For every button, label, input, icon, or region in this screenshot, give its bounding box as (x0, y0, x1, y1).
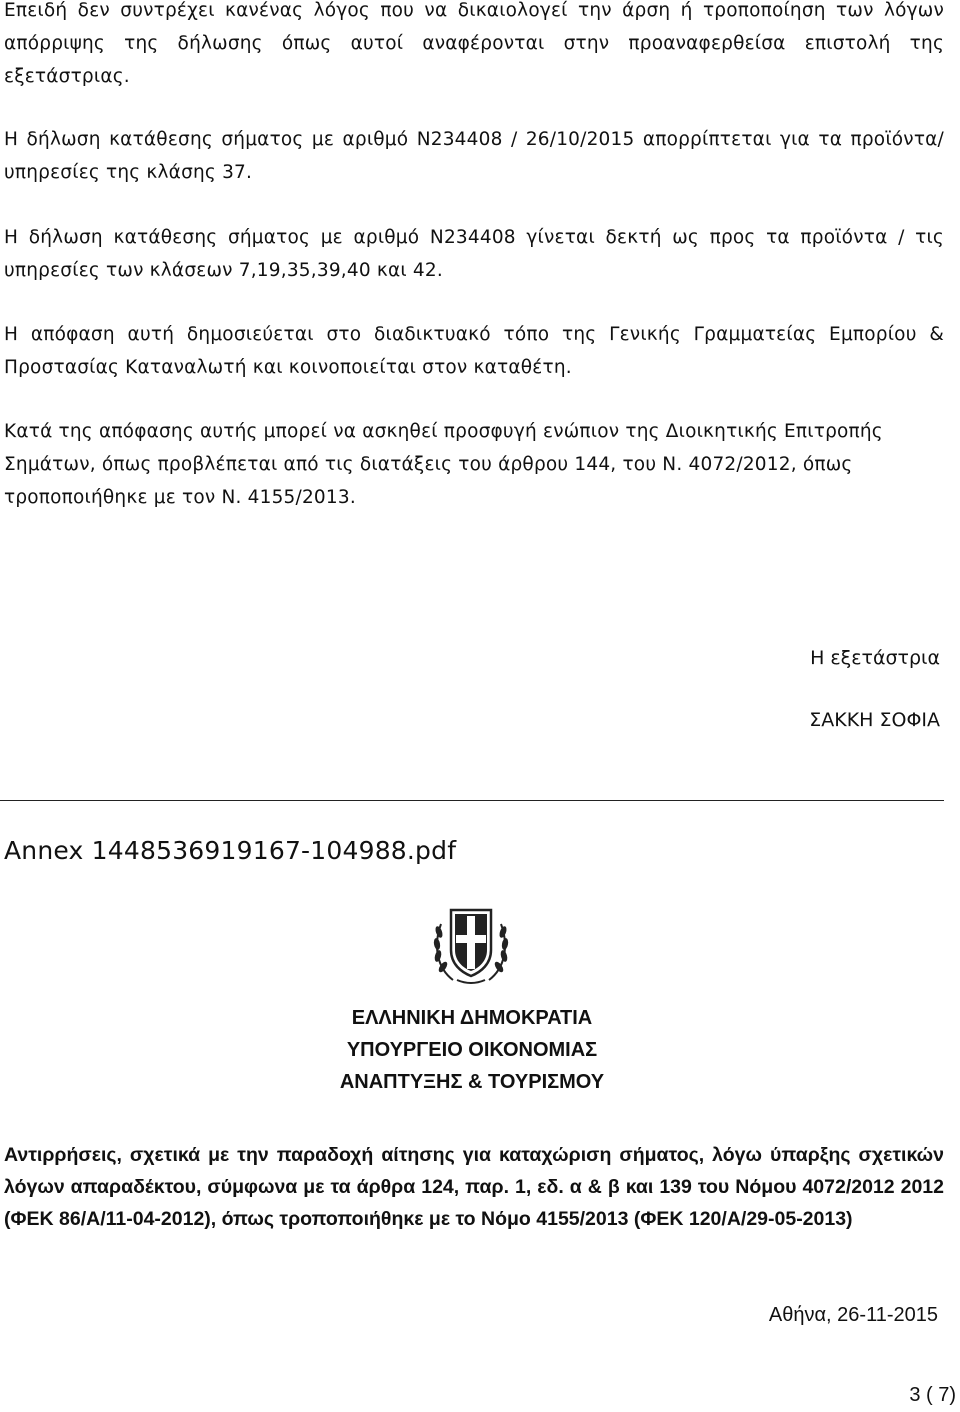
paragraph-rejection-reason: Επειδή δεν συντρέχει κανένας λόγος που να δικαιολογεί την άρση ή τροποποίηση των λόγων απόρριψης της δήλωσης όπως αυτοί αναφέρονται στην προαναφερθείσα επιστολή της εξετάστριας. (4, 0, 944, 87)
section-divider (0, 800, 944, 801)
paragraph-rejected-class: Η δήλωση κατάθεσης σήματος με αριθμό Ν234408 / 26/10/2015 απορρίπτεται για τα προϊόντα/υπηρεσίες της κλάσης 37. (4, 129, 944, 183)
paragraph-accepted-classes: Η δήλωση κατάθεσης σήματος με αριθμό Ν234408 γίνεται δεκτή ως προς τα προϊόντα / τις υπηρεσίες των κλάσεων 7,19,35,39,40 και 42. (4, 227, 944, 281)
header-line-1: ΕΛΛΗΝΙΚΗ ΔΗΜΟΚΡΑΤΙΑ (351, 1007, 593, 1029)
paragraph-publication: Η απόφαση αυτή δημοσιεύεται στο διαδικτυακό τόπο της Γενικής Γραμματείας Εμπορίου & Προστασίας Καταναλωτή και κοινοποιείται στον καταθέτη. (4, 324, 944, 378)
document-date: Αθήνα, 26-11-2015 (768, 1304, 938, 1326)
signature-name: ΣΑΚΚΗ ΣΟΦΙΑ (809, 709, 940, 731)
header-line-2: ΥΠΟΥΡΓΕΙΟ ΟΙΚΟΝΟΜΙΑΣ (346, 1039, 598, 1061)
greek-coat-of-arms-icon (431, 902, 511, 986)
annex-title: Annex 1448536919167-104988.pdf (4, 836, 457, 865)
page-number: 3 ( 7) (909, 1384, 956, 1406)
signature-role: Η εξετάστρια (810, 647, 940, 669)
header-line-3: ΑΝΑΠΤΥΞΗΣ & ΤΟΥΡΙΣΜΟΥ (339, 1071, 605, 1093)
subject-paragraph: Αντιρρήσεις, σχετικά με την παραδοχή αίτησης για καταχώριση σήματος, λόγω ύπαρξης σχετικών λόγων απαραδέκτου, σύμφωνα με τα άρθρα 124, παρ. 1, εδ. α & β και 139 του Νόμου 4072/2012 2012 (ΦΕΚ 86/Α/11-04-2012), όπως τροποποιήθηκε με το Νόμο 4155/2013 (ΦΕΚ 120/Α/29-05-2013) (4, 1144, 944, 1230)
paragraph-appeal: Κατά της απόφασης αυτής μπορεί να ασκηθεί προσφυγή ενώπιον της Διοικητικής Επιτροπής Σημάτων, όπως προβλέπεται από τις διατάξεις του άρθρου 144, του Ν. 4072/2012, όπως τροποποιήθηκε με τον Ν. 4155/2013. (4, 421, 883, 508)
